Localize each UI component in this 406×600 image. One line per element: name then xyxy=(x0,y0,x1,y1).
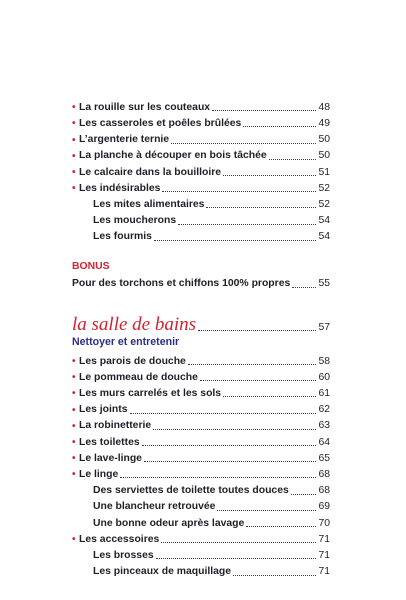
bullet-icon: • xyxy=(72,534,76,546)
dot-leader xyxy=(217,510,316,511)
dot-leader xyxy=(178,224,316,225)
bullet-icon: • xyxy=(72,388,76,400)
bullet-icon: • xyxy=(72,134,76,146)
toc-entry-label: L’argenterie ternie xyxy=(79,134,170,146)
bonus-heading: BONUS xyxy=(72,260,110,272)
toc-entry-label: Une bonne odeur après lavage xyxy=(93,517,245,529)
toc-entry-label: Le calcaire dans la bouilloire xyxy=(79,166,222,178)
toc-entry-label: Les pinceaux de maquillage xyxy=(93,566,232,578)
toc-page-number: 52 xyxy=(318,198,330,210)
toc-entry[interactable] xyxy=(72,383,330,399)
toc-page-number: 70 xyxy=(318,517,330,529)
toc-entry[interactable] xyxy=(72,561,330,577)
bullet-icon: • xyxy=(72,356,76,368)
toc-page-number: 68 xyxy=(318,468,330,480)
toc-entry-label: Une blancheur retrouvée xyxy=(93,501,216,513)
dot-leader xyxy=(161,542,316,543)
bullet-icon: • xyxy=(72,166,76,178)
toc-entry-label: Les moucherons xyxy=(93,215,177,227)
toc-entry-label: Les fourmis xyxy=(93,231,152,243)
bullet-icon: • xyxy=(72,469,76,481)
toc-entry[interactable] xyxy=(72,351,330,367)
toc-page-number: 71 xyxy=(318,566,330,578)
toc-entry-label: Le pommeau de douche xyxy=(79,371,198,383)
toc-page-number: 63 xyxy=(318,420,330,432)
dot-leader xyxy=(142,445,317,446)
bullet-icon: • xyxy=(72,118,76,130)
dot-leader xyxy=(206,207,316,208)
toc-entry-label: Le lave-linge xyxy=(79,452,142,464)
toc-entry[interactable] xyxy=(72,529,330,545)
toc-entry-label: Les murs carrelés et les sols xyxy=(79,388,222,400)
section-title: Nettoyer et entretenir xyxy=(72,335,180,348)
dot-leader xyxy=(154,240,317,241)
dot-leader xyxy=(246,526,316,527)
dot-leader xyxy=(153,429,316,430)
toc-entry-label: Les mites alimentaires xyxy=(93,198,205,210)
bullet-icon: • xyxy=(72,150,76,162)
dot-leader xyxy=(200,380,317,381)
toc-page-number: 60 xyxy=(318,371,330,383)
toc-entry-label: Les accessoires xyxy=(79,533,160,545)
toc-entry[interactable] xyxy=(72,480,330,496)
toc-entry-label: Les brosses xyxy=(93,549,154,561)
toc-list-top xyxy=(72,97,330,243)
toc-entry[interactable] xyxy=(72,178,330,194)
bullet-icon: • xyxy=(72,420,76,432)
toc-entry[interactable] xyxy=(72,432,330,448)
dot-leader xyxy=(223,396,316,397)
toc-page-number: 48 xyxy=(318,101,330,113)
toc-entry[interactable] xyxy=(72,146,330,162)
dot-leader xyxy=(223,175,316,176)
toc-page-number: 71 xyxy=(318,533,330,545)
toc-entry[interactable] xyxy=(72,448,330,464)
toc-page-number: 64 xyxy=(318,436,330,448)
dot-leader xyxy=(212,110,316,111)
toc-entry[interactable] xyxy=(72,97,330,113)
bullet-icon: • xyxy=(72,437,76,448)
table-of-contents xyxy=(72,97,330,578)
toc-entry[interactable] xyxy=(72,129,330,145)
dot-leader xyxy=(291,494,317,495)
toc-page-number: 58 xyxy=(318,355,330,367)
toc-page-number: 50 xyxy=(318,150,330,162)
toc-entry-bonus[interactable] xyxy=(72,274,330,290)
bullet-icon: • xyxy=(72,453,76,465)
toc-list-bottom xyxy=(72,351,330,578)
toc-entry-label: Les parois de douche xyxy=(79,355,186,367)
toc-entry-label: Des serviettes de toilette toutes douces xyxy=(93,485,289,497)
toc-page-number: 52 xyxy=(318,182,330,194)
bullet-icon: • xyxy=(72,372,76,384)
toc-page-number: 61 xyxy=(318,388,330,400)
toc-entry[interactable] xyxy=(72,545,330,561)
toc-page-number: 49 xyxy=(318,117,330,129)
toc-entry-label: Les casseroles et poêles brûlées xyxy=(79,117,242,129)
toc-page-number: 71 xyxy=(318,549,330,561)
dot-leader xyxy=(269,159,317,160)
dot-leader xyxy=(233,575,316,576)
toc-entry[interactable] xyxy=(72,513,330,529)
toc-entry-label: Pour des torchons et chiffons 100% propres xyxy=(72,278,291,290)
dot-leader xyxy=(120,477,316,478)
dot-leader xyxy=(188,364,317,365)
chapter-page-number: 57 xyxy=(318,321,330,333)
toc-entry-label: Les indésirables xyxy=(79,182,161,194)
dot-leader xyxy=(171,143,316,144)
toc-entry[interactable] xyxy=(72,416,330,432)
dot-leader xyxy=(243,126,316,127)
toc-entry-label: Les joints xyxy=(79,404,128,416)
toc-entry-label: Les toilettes xyxy=(79,436,140,448)
toc-entry[interactable] xyxy=(72,367,330,383)
dot-leader xyxy=(144,461,316,462)
toc-entry[interactable] xyxy=(72,162,330,178)
toc-entry[interactable] xyxy=(72,210,330,226)
bullet-icon: • xyxy=(72,183,76,195)
bullet-icon: • xyxy=(72,102,76,114)
toc-entry-label: La robinetterie xyxy=(79,420,152,432)
bullet-icon: • xyxy=(72,404,76,416)
toc-entry-label: Le linge xyxy=(79,468,119,480)
toc-page-number: 55 xyxy=(318,278,330,290)
toc-page-number: 50 xyxy=(318,134,330,146)
dot-leader xyxy=(162,191,316,192)
toc-page-number: 65 xyxy=(318,452,330,464)
dot-leader xyxy=(156,558,317,559)
dot-leader xyxy=(130,413,317,414)
chapter-heading[interactable] xyxy=(72,313,330,334)
dot-leader xyxy=(292,287,316,288)
toc-entry[interactable] xyxy=(72,497,330,513)
toc-page-number: 68 xyxy=(318,485,330,497)
dot-leader xyxy=(198,330,316,331)
toc-entry[interactable] xyxy=(72,227,330,243)
toc-page-number: 51 xyxy=(318,166,330,178)
toc-entry-label: La rouille sur les couteaux xyxy=(79,101,211,113)
toc-page-number: 54 xyxy=(318,231,330,243)
toc-entry[interactable] xyxy=(72,464,330,480)
toc-page-number: 54 xyxy=(318,215,330,227)
chapter-title: la salle de bains xyxy=(72,313,197,335)
toc-entry[interactable] xyxy=(72,399,330,415)
toc-entry[interactable] xyxy=(72,194,330,210)
toc-page-number: 62 xyxy=(318,404,330,416)
toc-entry[interactable] xyxy=(72,113,330,129)
toc-page-number: 69 xyxy=(318,501,330,513)
toc-entry-label: La planche à découper en bois tâchée xyxy=(79,150,267,162)
